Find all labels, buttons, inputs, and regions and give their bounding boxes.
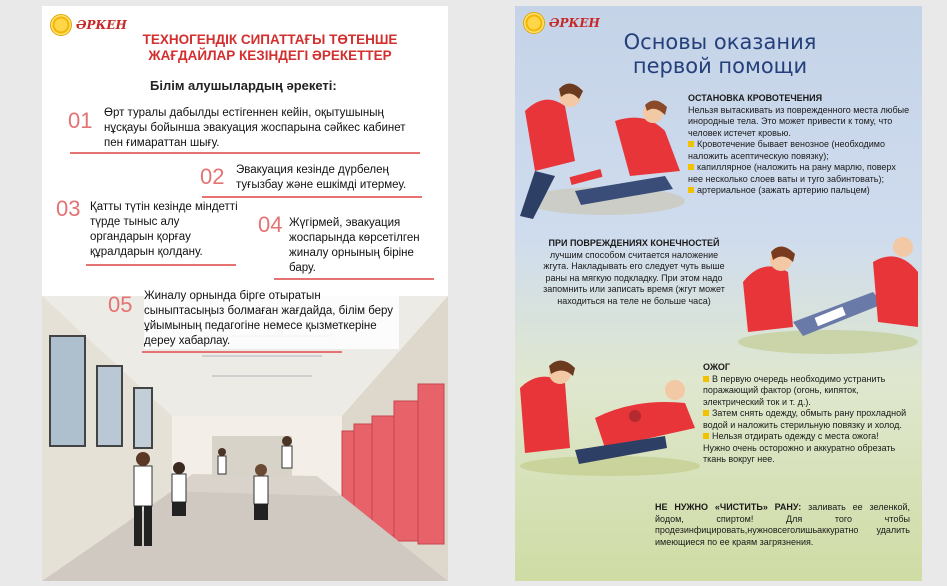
step-number: 02	[200, 164, 225, 189]
poster-kazakh-emergency	[42, 6, 448, 581]
bullet-icon	[703, 376, 709, 382]
poster-title: Основы оказания первой помощи	[623, 30, 817, 78]
divider	[70, 152, 420, 154]
step-text: Жүгірмей, эвакуация жоспарында көрсетілген жиналу орнының біріне бару.	[289, 217, 420, 274]
sun-logo-icon	[50, 14, 72, 36]
logo-text: ӘРКЕН	[76, 18, 127, 32]
divider	[86, 264, 236, 266]
limbs-section	[543, 238, 725, 307]
section-heading: ОСТАНОВКА КРОВОТЕЧЕНИЯ	[688, 93, 823, 103]
section-text: Нельзя вытаскивать из поврежденного места любые инородные тела. Это может привести к тому, что человек истечет кровью.	[688, 104, 910, 138]
bullet-icon	[688, 164, 694, 170]
logo	[523, 12, 600, 34]
limb-injury-illustration	[733, 232, 922, 357]
step-text: Жиналу орнында бірге отыратын сыныптасыңыз болмаған жағдайда, білім беру ұйымының педагогіне немесе қызметкеріне дереу хабарлау.	[144, 289, 399, 349]
divider	[142, 351, 342, 353]
list-item: Нельзя отдирать одежду с места ожога!	[703, 431, 913, 443]
bullet-icon	[703, 410, 709, 416]
section-heading: ПРИ ПОВРЕЖДЕНИЯХ КОНЕЧНОСТЕЙ	[548, 238, 720, 248]
bullet-icon	[688, 141, 694, 147]
divider	[274, 278, 434, 280]
burn-section	[703, 362, 913, 466]
step-text: Қатты түтін кезінде міндетті түрде тыныс алу органдарын қорғау құралдарын қолдану.	[90, 201, 238, 258]
section-heading: ОЖОГ	[703, 362, 730, 372]
bullet-icon	[688, 187, 694, 193]
bullet-icon	[703, 433, 709, 439]
list-item: Затем снять одежду, обмыть рану прохладной водой и наложить стерильную повязку и холод.	[703, 408, 907, 430]
divider	[202, 196, 422, 198]
bleeding-section	[688, 93, 910, 197]
section-text: лучшим способом считается наложение жгута. Накладывать его следует чуть выше раны на мягкую подкладку. При этом надо запомнить или записать время (жгут может находиться на теле не больше часа)	[543, 249, 725, 306]
logo-text: ӘРКЕН	[549, 16, 600, 30]
step-text: Эвакуация кезінде дүрбелең туғызбау және ешкімді итермеу.	[236, 164, 407, 191]
burn-first-aid-illustration	[515, 358, 705, 478]
poster-title: ТЕХНОГЕНДІК СИПАТТАҒЫ ТӨТЕНШЕ ЖАҒДАЙЛАР КЕЗІНДЕГІ ӘРЕКЕТТЕР	[142, 32, 398, 63]
list-item: В первую очередь необходимо устранить поражающий фактор (огонь, кипяток, электрический ток и т. д.).	[703, 373, 886, 407]
step-number: 04	[258, 212, 283, 237]
wound-section	[655, 502, 910, 548]
bleeding-first-aid-illustration	[515, 81, 690, 226]
section-text: заливать ее зеленкой, йодом, спиртом! Для того чтобы продезинфицировать,нужновсеголишьаккуратно удалить имеющиеся по ее краям загрязнения.	[655, 502, 910, 547]
step-number: 01	[68, 108, 93, 133]
section-heading: НЕ НУЖНО «ЧИСТИТЬ» РАНУ:	[655, 502, 802, 512]
step-number: 05	[108, 292, 133, 317]
logo	[50, 14, 127, 36]
list-item: капиллярное (наложить на рану марлю, поверх нее несколько слоев ваты и туго забинтовать);	[688, 162, 896, 184]
section-text: Нужно очень осторожно и аккуратно обрезать ткань вокруг нее.	[703, 442, 896, 464]
sun-logo-icon	[523, 12, 545, 34]
poster-subtitle: Білім алушылардың әрекеті:	[150, 78, 337, 93]
list-item: Кровотечение бывает венозное (необходимо наложить асептическую повязку);	[688, 139, 885, 161]
poster-first-aid	[515, 6, 922, 581]
list-item: артериальное (зажать артерию пальцем)	[688, 185, 910, 197]
step-number: 03	[56, 196, 81, 221]
step-text: Өрт туралы дабылды естігеннен кейін, оқытушының нұсқауы бойынша эвакуация жоспарына сәйкес кабинет пен ғимараттан шығу.	[104, 107, 406, 149]
